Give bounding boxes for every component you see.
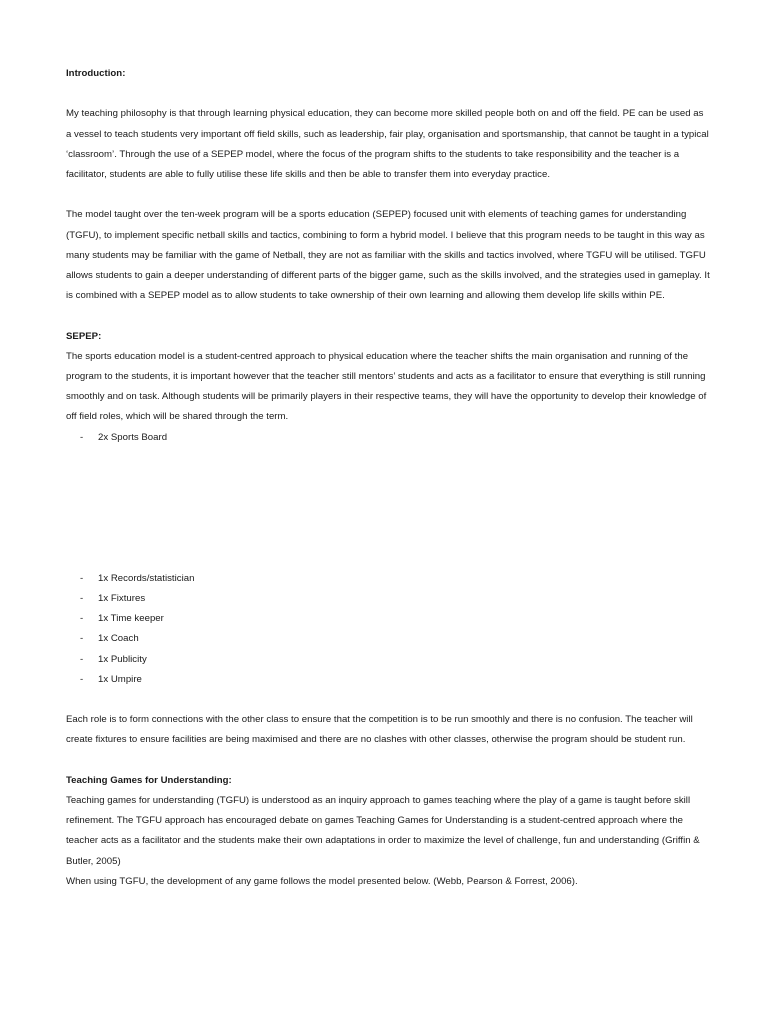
list-dash: - [80, 673, 84, 685]
role-label: 2x Sports Board [98, 431, 168, 443]
spacer [66, 84, 710, 104]
roles-list [66, 569, 710, 690]
list-dash: - [80, 613, 84, 625]
list-item [66, 670, 710, 690]
introduction-heading: Introduction: [66, 68, 126, 79]
list-item [66, 650, 710, 670]
list-dash: - [80, 593, 84, 605]
list-item [66, 629, 710, 649]
roles-followup-paragraph: Each role is to form connections with the other class to ensure that the competition is to be run smoothly and there is no confusion. The teacher will create fixtures to ensure facilities are being maximised and there are no clashes with other classes, otherwise the program should be student run. [66, 714, 693, 746]
sepep-heading: SEPEP: [66, 330, 102, 342]
spacer [66, 690, 710, 710]
spacer [66, 751, 710, 771]
spacer [66, 185, 710, 205]
role-label: 1x Records/statistician [98, 572, 195, 584]
role-label: 1x Publicity [98, 653, 147, 665]
roles-list-first [66, 428, 710, 448]
list-dash: - [80, 431, 84, 443]
list-dash: - [80, 633, 84, 645]
tgfu-paragraph: Teaching games for understanding (TGFU) is understood as an inquiry approach to games teaching where the play of a game is taught before skill refinement. The TGFU approach has encouraged debate on games Teaching Games for Understanding is a student-centred approach where the teacher acts as a facilitator and the students make their own adaptations in order to maximize the level of challenge, fun and understanding (Griffin & Butler, 2005) [66, 795, 700, 867]
role-label: 1x Umpire [98, 673, 142, 685]
list-dash: - [80, 653, 84, 665]
list-item [66, 569, 710, 589]
document-page [66, 64, 710, 892]
role-label: 1x Fixtures [98, 593, 146, 605]
model-paragraph: The model taught over the ten-week program will be a sports education (SEPEP) focused unit with elements of teaching games for understanding (TGFU), to implement specific netball skills and tactics, combining to form a hybrid model. I believe that this program needs to be taught in this way as many students may be familiar with the game of Netball, they are not as familiar with the skills and tactics involved, where TGFU will be utilised. TGFU allows students to gain a deeper understanding of different parts of the bigger game, such as the skills involved, and the strategies used in gameplay. It is combined with a SEPEP model as to allow students to take ownership of their own learning and allowing them develop life skills within PE. [66, 209, 710, 302]
tgfu-last-line: When using TGFU, the development of any game follows the model presented below. (Webb, Pearson & Forrest, 2006). [66, 875, 578, 887]
tgfu-heading: Teaching Games for Understanding: [66, 774, 232, 786]
sepep-paragraph: The sports education model is a student-centred approach to physical education where the teacher shifts the main organisation and running of the program to the students, it is important however that the teacher still mentors’ students and acts as a facilitator to ensure that everything is still running smoothly and on task. Although students will be primarily players in their respective teams, they will have the opportunity to develop their knowledge of off field roles, which will be shared through the term. [66, 350, 707, 423]
list-item [66, 609, 710, 629]
list-item [66, 428, 710, 448]
list-item [66, 589, 710, 609]
blank-area [66, 448, 710, 569]
role-label: 1x Time keeper [98, 613, 164, 625]
list-dash: - [80, 572, 84, 584]
role-label: 1x Coach [98, 633, 139, 645]
spacer [66, 306, 710, 326]
introduction-paragraph: My teaching philosophy is that through learning physical education, they can become more skilled people both on and off the field. PE can be used as a vessel to teach students very important off field skills, such as leadership, fair play, organisation and sportsmanship, that cannot be taught in a typical ‘classroom’. Through the use of a SEPEP model, where the focus of the program shifts to the students to take responsibility and the teacher is a facilitator, students are able to fully utilise these life skills and then be able to transfer them into everyday practice. [66, 108, 709, 180]
